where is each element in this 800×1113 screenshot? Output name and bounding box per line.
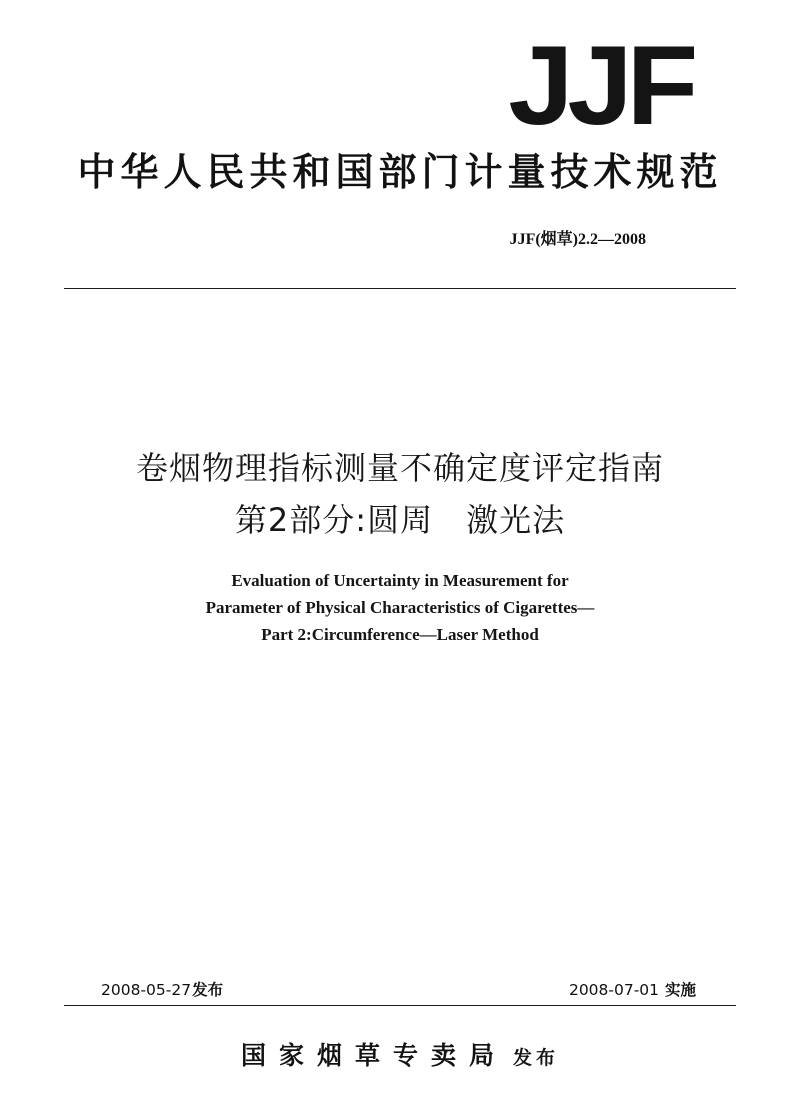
chinese-title-line-2: 第2部分:圆周 激光法 xyxy=(234,501,566,539)
implementation-date xyxy=(569,979,696,1001)
english-title-line-1: Evaluation of Uncertainty in Measurement for xyxy=(231,571,569,590)
jjf-logo: JJF xyxy=(508,23,692,148)
top-divider xyxy=(64,288,736,289)
issuer xyxy=(0,1039,800,1075)
issuer-name: 国家烟草专卖局 xyxy=(240,1041,507,1070)
issue-date xyxy=(101,979,223,1001)
english-title-line-2: Parameter of Physical Characteristics of Cigarettes— xyxy=(205,598,595,617)
implementation-date-label: 实施 xyxy=(664,981,696,999)
chinese-title-line-1: 卷烟物理指标测量不确定度评定指南 xyxy=(135,449,664,487)
org-title: 中华人民共和国部门计量技术规范 xyxy=(77,150,723,194)
standard-code: JJF(烟草)2.2—2008 xyxy=(509,231,646,248)
issuer-action: 发布 xyxy=(513,1047,560,1069)
issue-date-label: 发布 xyxy=(192,981,224,999)
english-title-line-3: Part 2:Circumference—Laser Method xyxy=(261,625,539,644)
issue-date-value: 2008-05-27 xyxy=(101,981,192,999)
bottom-divider xyxy=(64,1005,736,1006)
implementation-date-value: 2008-07-01 xyxy=(568,981,660,999)
